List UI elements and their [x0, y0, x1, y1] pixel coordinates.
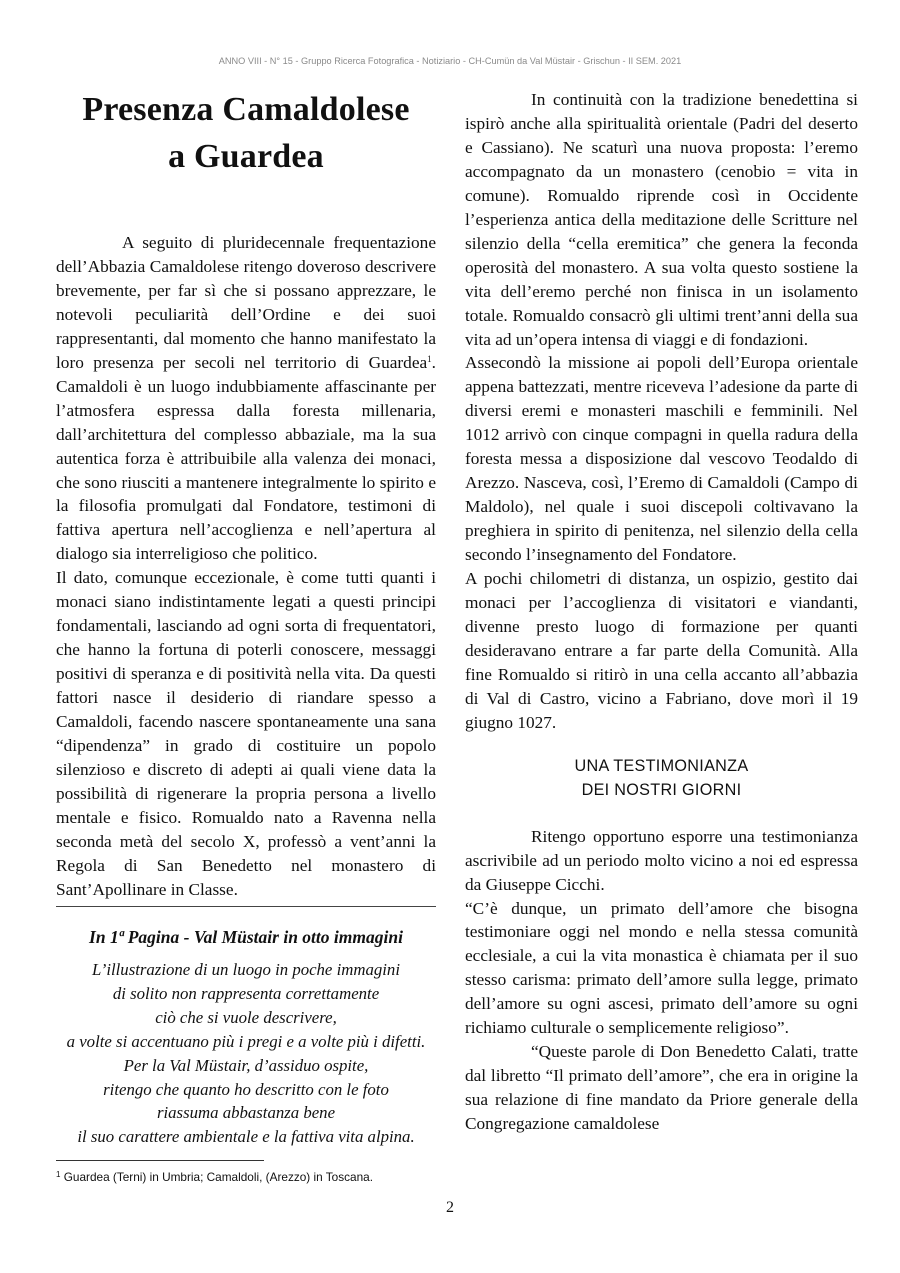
paragraph [56, 231, 436, 566]
right-column [465, 88, 858, 1136]
running-header: ANNO VIII - N° 15 - Gruppo Ricerca Fotografica - Notiziario - CH-Cumün da Val Müstair - Grischun - II SEM. 2021 [218, 56, 682, 66]
footnote-marker: 1 [56, 1170, 61, 1179]
verse-line: riassuma abbastanza bene [156, 1103, 336, 1123]
page-number: 2 [446, 1199, 454, 1216]
paragraph-text: . Camaldoli è un luogo indubbiamente affascinante per l’atmosfera espressa dalla foresta millenaria, dall’architettura del complesso abbaziale, ma la sua autentica forza è attribuibile alla valenza dei monaci, che sono riusciti a mantenere integralmente lo spirito e la filosofia promulgati dal Fondatore, testimoni di fattiva apertura nell’accoglienza e nell’apertura al dialogo sia interreligioso che politico. [56, 352, 436, 564]
article-title-line-1: Presenza Camaldolese [82, 91, 410, 128]
verse-line: ciò che si vuole descrivere, [155, 1007, 337, 1027]
section-heading-line-1: UNA TESTIMONIANZA [574, 756, 749, 775]
verse-line: il suo carattere ambientale e la fattiva vita alpina. [77, 1127, 415, 1147]
article-title-line-2: a Guardea [168, 138, 324, 175]
footnote-divider [56, 1160, 264, 1161]
article-title [56, 86, 436, 180]
paragraph: In continuità con la tradizione benedettina si ispirò anche alla spiritualità orientale (Padri del deserto e Cassiano). Ne scaturì una nuova proposta: l’eremo accompagnato da un monastero (cenobio = vita in comune). Romualdo riprende così in Occidente l’esperienza antica della meditazione delle Scritture nel silenzio della “cella eremitica” che genera la feconda operosità del monastero. A sua volta questo sostiene la vita dell’eremo perché non finisca in un isolamento totale. Romualdo consacrò gli ultimi trent’anni della sua vita ad un’opera intensa di viaggi e di fondazioni. [465, 90, 858, 349]
footnote-text: Guardea (Terni) in Umbria; Camaldoli, (Arezzo) in Toscana. [60, 1170, 373, 1184]
paragraph: Assecondò la missione ai popoli dell’Europa orientale appena battezzati, mentre riceveva l’adesione da parte di diversi eremi e monasteri maschili e femminili. Nel 1012 arrivò con cinque compagni in quella radura della foresta messa a disposizione dal vescovo Teodaldo di Arezzo. Nasceva, così, l’Eremo di Camaldoli (Campo di Maldolo), nel quale i suoi discepoli coltivavano la preghiera in spirito di penitenza, nel silenzio della cella secondo l’insegnamento del Fondatore. [465, 353, 858, 565]
section-heading-line-2: DEI NOSTRI GIORNI [581, 780, 742, 799]
verse-line: Per la Val Müstair, d’assiduo ospite, [123, 1055, 369, 1075]
box-divider [56, 906, 436, 907]
paragraph: “Queste parole di Don Benedetto Calati, tratte dal libretto “Il primato dell’amore”, che era in origine la sua relazione di fine mandato da Priore generale della Congregazione camaldolese [465, 1042, 858, 1134]
verse-line: di solito non rappresenta correttamente [112, 983, 380, 1003]
right-body-text-continued [465, 825, 858, 1136]
left-column [56, 86, 436, 902]
box-verse [56, 958, 436, 1149]
paragraph: Il dato, comunque eccezionale, è come tutti quanti i monaci siano indistintamente legati a questi principi fondamentali, lasciando ad ogni sorta di frequentatori, che hanno la fortuna di poterli conoscere, messaggi positivi di speranza e di positività nella vita. Da questi fattori nasce il desiderio di riandare spesso a Camaldoli, facendo nascere spontaneamente una sana “dipendenza” in grado di costituire un popolo silenzioso e discreto di adepti ai quali viene data la possibilità di rigenerare la propria persona a livello mentale e fisico. Romualdo nato a Ravenna nella seconda metà del secolo X, professò a vent’anni la Regola di San Benedetto nel monastero di Sant’Apollinare in Classe. [56, 568, 436, 899]
left-body-text [56, 231, 436, 902]
verse-line: ritengo che quanto ho descritto con le foto [103, 1079, 389, 1099]
footnote-reference: 1 [427, 353, 432, 364]
paragraph-text: A seguito di pluridecennale frequentazione dell’Abbazia Camaldolese ritengo doveroso descrivere brevemente, per far sì che si possano apprezzare, le notevoli peculiarità dell’Ordine e dei suoi rappresentanti, dal momento che hanno manifestato la loro presenza per secoli nel territorio di Guardea [56, 233, 436, 372]
footnote [56, 1170, 446, 1184]
verse-line: L’illustrazione di un luogo in poche immagini [92, 960, 400, 979]
verse-line: a volte si accentuano più i pregi e a volte più i difetti. [66, 1031, 426, 1051]
paragraph: A pochi chilometri di distanza, un ospizio, gestito dai monaci per l’accoglienza di visitatori e viandanti, divenne presto luogo di formazione per quanti desideravano entrare a far parte della Comunità. Alla fine Romualdo si ritirò in una cella accanto all’abbazia di Val di Castro, vicino a Fabriano, dove morì il 19 giugno 1027. [465, 569, 858, 732]
box-heading: In 1ª Pagina - Val Müstair in otto immagini [89, 927, 403, 947]
right-body-text [465, 88, 858, 735]
paragraph: Ritengo opportuno esporre una testimonianza ascrivibile ad un periodo molto vicino a noi ed espressa da Giuseppe Cicchi. [465, 826, 858, 894]
paragraph: “C’è dunque, un primato dell’amore che bisogna testimoniare oggi nel mondo e nella stessa comunità ecclesiale, a cui la vita monastica è chiamata per il suo stesso carisma: primato dell’amore sulla legge, primato dell’amore su ogni ascesi, primato dell’amore su ogni richiamo culturale o semplicemente religioso”. [465, 898, 858, 1038]
section-heading [465, 755, 858, 803]
